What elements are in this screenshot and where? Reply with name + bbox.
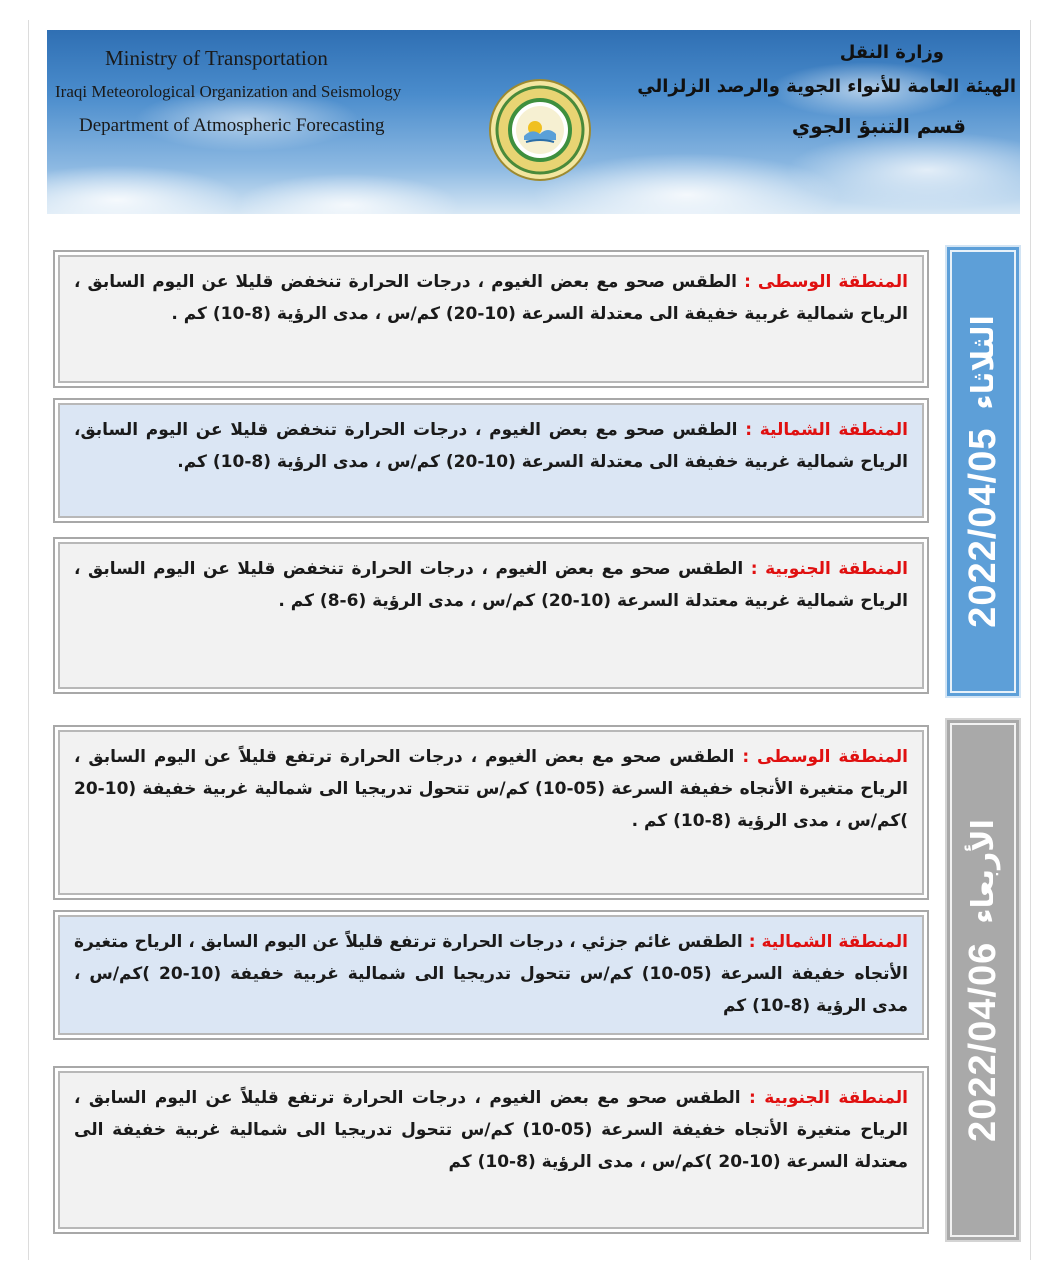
header-en-ministry: Ministry of Transportation	[105, 46, 328, 70]
day-name: الأربعاء	[965, 818, 1001, 924]
region-forecast: الطقس صحو مع بعض الغيوم ، درجات الحرارة ترتفع قليلاً عن اليوم السابق ، الرياح متغيرة الأتجاه خفيفة السرعة (05-10) كم/س تتحول تدريجيا الى شمالية غربية خفيفة (10-20 )كم/س ، مدى الرؤية (8-10) كم .	[74, 747, 908, 831]
forecast-text	[74, 741, 908, 837]
page-frame-left	[28, 20, 29, 1260]
region-name: المنطقة الشمالية :	[745, 420, 908, 440]
region-forecast: الطقس صحو مع بعض الغيوم ، درجات الحرارة تنخفض قليلا عن اليوم السابق، الرياح شمالية غربية خفيفة الى معتدلة السرعة (10-20) كم/س ، مدى الرؤية (8-10) كم.	[74, 420, 908, 472]
forecast-southern-day2	[53, 1066, 929, 1234]
region-forecast: الطقس صحو مع بعض الغيوم ، درجات الحرارة تنخفض قليلا عن اليوم السابق ، الرياح شمالية غربية معتدلة السرعة (10-20) كم/س ، مدى الرؤية (6-8) كم .	[74, 559, 908, 611]
day-date: 2022/04/06	[961, 941, 1004, 1142]
region-name: المنطقة الجنوبية :	[750, 559, 909, 579]
region-forecast: الطقس صحو مع بعض الغيوم ، درجات الحرارة تنخفض قليلا عن اليوم السابق ، الرياح شمالية غربية خفيفة الى معتدلة السرعة (10-20) كم/س ، مدى الرؤية (8-10) كم .	[74, 272, 908, 324]
day-name: الثلاثاء	[965, 315, 1001, 410]
header-en-department: Department of Atmospheric Forecasting	[79, 115, 385, 136]
region-name: المنطقة الجنوبية :	[749, 1088, 908, 1108]
region-forecast: الطقس غائم جزئي ، درجات الحرارة ترتفع قليلاً عن اليوم السابق ، الرياح متغيرة الأتجاه خفيفة السرعة (05-10) كم/س تتحول تدريجيا الى شمالية غربية خفيفة (10-20 )كم/س ، مدى الرؤية (8-10) كم	[74, 932, 908, 1016]
page-frame-right	[1030, 20, 1031, 1260]
header-ar-organization: الهيئة العامة للأنواء الجوية والرصد الزلزالي	[637, 76, 1016, 97]
forecast-text	[74, 1082, 908, 1178]
organization-logo-icon	[488, 78, 592, 182]
forecast-northern-day1	[53, 398, 929, 523]
forecast-southern-day1	[53, 537, 929, 694]
region-name: المنطقة الوسطى :	[744, 272, 908, 292]
day-label	[962, 819, 1005, 1142]
forecast-central-day2	[53, 725, 929, 900]
forecast-text	[74, 926, 908, 1022]
forecast-text	[74, 414, 908, 478]
day-label	[962, 315, 1005, 628]
forecast-text	[74, 553, 908, 617]
day-bar-tuesday	[945, 245, 1021, 698]
header-banner	[47, 30, 1020, 214]
region-forecast: الطقس صحو مع بعض الغيوم ، درجات الحرارة ترتفع قليلاً عن اليوم السابق ، الرياح متغيرة الأتجاه خفيفة السرعة (05-10) كم/س تتحول تدريجيا الى شمالية غربية خفيفة الى معتدلة السرعة (10-20 )كم/س ، مدى الرؤية (8-10) كم	[74, 1088, 909, 1172]
day-date: 2022/04/05	[961, 427, 1004, 628]
region-name: المنطقة الوسطى :	[742, 747, 908, 767]
forecast-central-day1	[53, 250, 929, 388]
header-ar-ministry: وزارة النقل	[839, 42, 944, 63]
header-en-organization: Iraqi Meteorological Organization and Seismology	[55, 82, 402, 101]
day-bar-wednesday	[945, 718, 1021, 1242]
region-name: المنطقة الشمالية :	[748, 932, 909, 952]
forecast-text	[74, 266, 908, 330]
header-ar-department: قسم التنبؤ الجوي	[791, 114, 966, 138]
forecast-northern-day2	[53, 910, 929, 1040]
